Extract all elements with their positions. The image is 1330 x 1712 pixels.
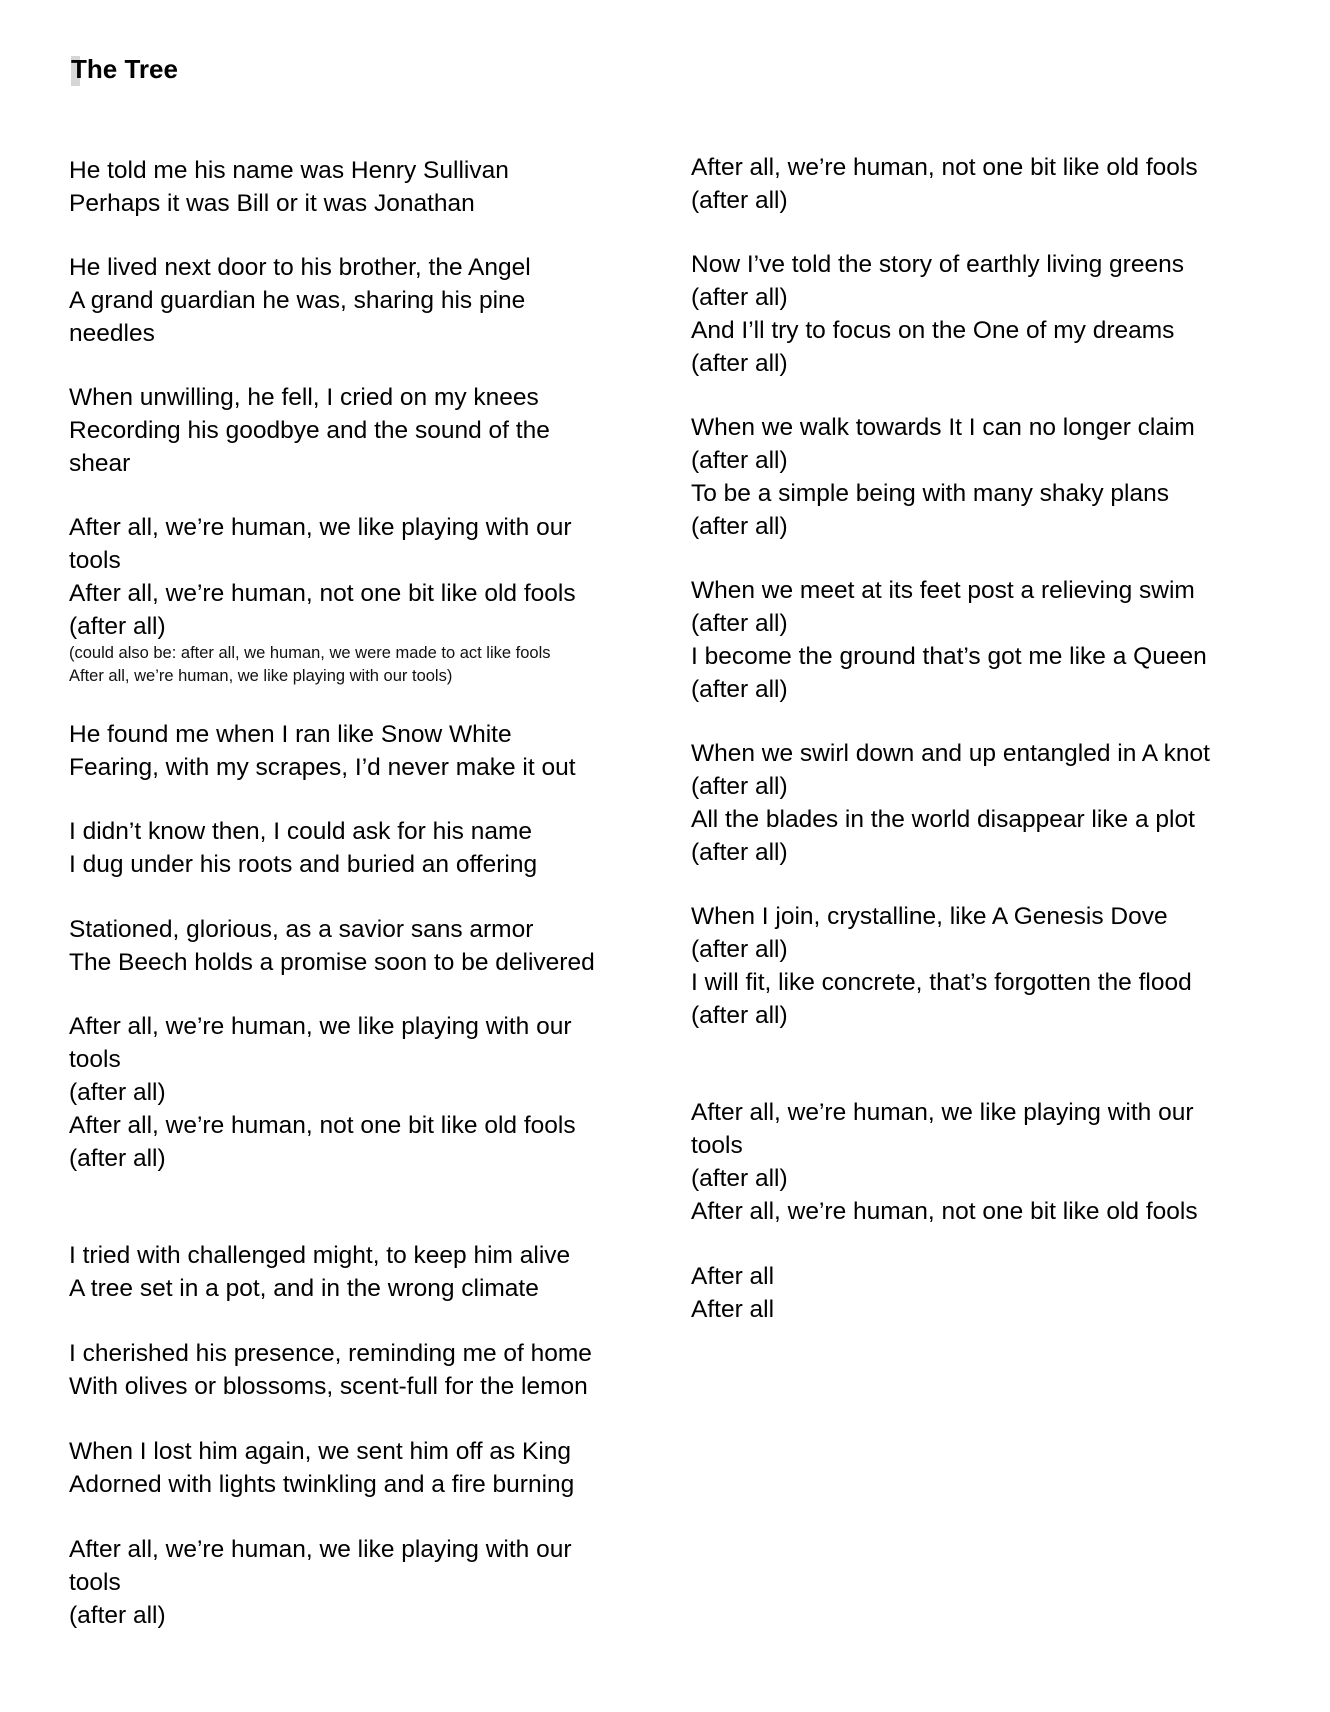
lyric-line: After all: [691, 1263, 775, 1290]
lyric-line: (after all): [691, 513, 788, 540]
lyric-line: He found me when I ran like Snow White: [69, 721, 512, 748]
lyric-line: (after all): [69, 1079, 166, 1106]
lyric-line: When we walk towards It I can no longer claim: [691, 414, 1195, 441]
lyric-line: I cherished his presence, reminding me of home: [69, 1340, 592, 1367]
lyric-line: To be a simple being with many shaky plans: [691, 480, 1170, 507]
lyric-line: shear: [69, 450, 131, 477]
lyric-line: He lived next door to his brother, the Angel: [69, 254, 531, 281]
lyric-line: After all, we’re human, not one bit like old fools: [69, 1112, 576, 1139]
lyric-line: Recording his goodbye and the sound of the: [69, 417, 550, 444]
lyric-line: (after all): [691, 773, 788, 800]
lyric-line: And I’ll try to focus on the One of my dreams: [691, 317, 1175, 344]
lyric-line: All the blades in the world disappear like a plot: [691, 806, 1195, 833]
lyric-line: (after all): [691, 936, 788, 963]
lyric-line: When unwilling, he fell, I cried on my knees: [69, 384, 539, 411]
lyric-line: After all, we’re human, not one bit like old fools: [691, 154, 1198, 181]
lyric-line: When we swirl down and up entangled in A knot: [691, 740, 1210, 767]
lyric-line: When we meet at its feet post a relieving swim: [691, 577, 1195, 604]
lyric-line: After all, we’re human, not one bit like old fools: [69, 580, 576, 607]
lyric-line: He told me his name was Henry Sullivan: [69, 157, 509, 184]
lyric-line: I will fit, like concrete, that’s forgotten the flood: [691, 969, 1192, 996]
lyric-line: Perhaps it was Bill or it was Jonathan: [69, 190, 475, 217]
lyric-line: (after all): [69, 613, 166, 640]
lyric-line: (after all): [691, 187, 788, 214]
lyric-line: (after all): [691, 1002, 788, 1029]
lyric-line: tools: [69, 547, 121, 574]
lyric-line: The Beech holds a promise soon to be delivered: [69, 949, 595, 976]
lyric-line: After all, we’re human, not one bit like old fools: [691, 1198, 1198, 1225]
lyric-line: (after all): [691, 284, 788, 311]
lyric-line: A tree set in a pot, and in the wrong climate: [69, 1275, 539, 1302]
lyric-line: tools: [69, 1569, 121, 1596]
document-title: The Tree: [71, 54, 178, 84]
lyric-line: (after all): [69, 1145, 166, 1172]
note-line: (could also be: after all, we human, we were made to act like fools: [69, 644, 551, 662]
lyric-line: (after all): [691, 610, 788, 637]
lyric-line: After all, we’re human, we like playing with our: [691, 1099, 1194, 1126]
lyric-line: After all, we’re human, we like playing with our: [69, 1536, 572, 1563]
lyric-line: Fearing, with my scrapes, I’d never make it out: [69, 754, 576, 781]
lyric-line: Adorned with lights twinkling and a fire burning: [69, 1471, 575, 1498]
lyric-line: Now I’ve told the story of earthly living greens: [691, 251, 1184, 278]
lyric-line: (after all): [691, 447, 788, 474]
lyric-line: tools: [691, 1132, 743, 1159]
lyric-line: (after all): [691, 676, 788, 703]
lyric-line: (after all): [691, 1165, 788, 1192]
lyric-line: I didn’t know then, I could ask for his name: [69, 818, 533, 845]
lyric-line: I dug under his roots and buried an offering: [69, 851, 538, 878]
lyric-line: I tried with challenged might, to keep him alive: [69, 1242, 571, 1269]
lyric-line: (after all): [691, 350, 788, 377]
lyric-line: After all, we’re human, we like playing with our: [69, 514, 572, 541]
lyric-line: Stationed, glorious, as a savior sans armor: [69, 916, 534, 943]
lyric-line: With olives or blossoms, scent-full for the lemon: [69, 1373, 588, 1400]
lyric-line: After all, we’re human, we like playing with our: [69, 1013, 572, 1040]
lyric-line: When I lost him again, we sent him off as King: [69, 1438, 572, 1465]
lyric-line: (after all): [691, 839, 788, 866]
lyric-line: needles: [69, 320, 155, 347]
lyric-line: tools: [69, 1046, 121, 1073]
lyric-line: After all: [691, 1296, 775, 1323]
note-line: After all, we’re human, we like playing with our tools): [69, 667, 453, 685]
lyric-line: When I join, crystalline, like A Genesis Dove: [691, 903, 1168, 930]
lyric-line: (after all): [69, 1602, 166, 1629]
lyric-line: I become the ground that’s got me like a Queen: [691, 643, 1207, 670]
lyric-line: A grand guardian he was, sharing his pine: [69, 287, 526, 314]
